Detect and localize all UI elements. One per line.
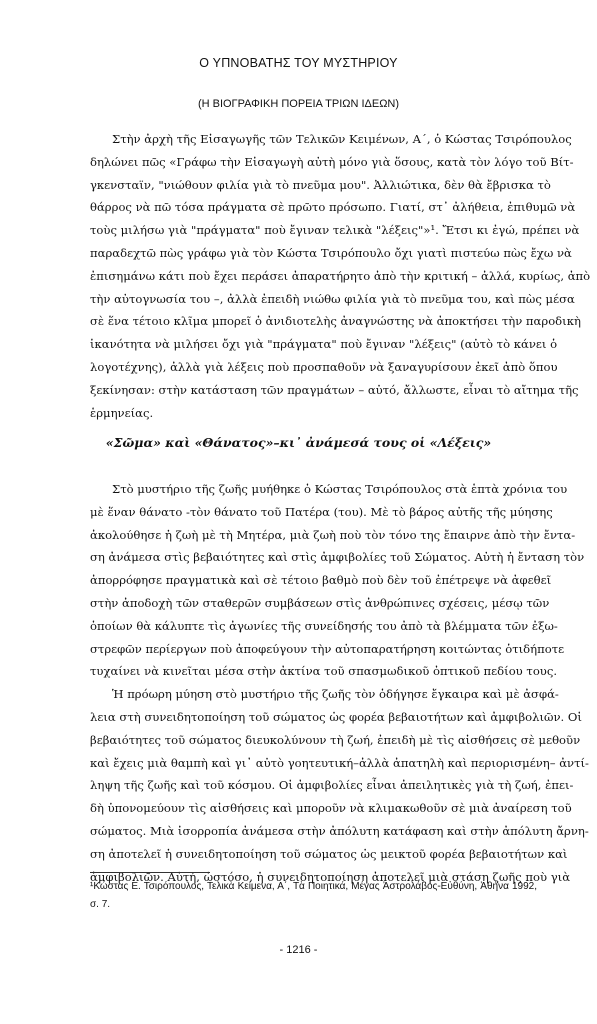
- section-heading: «Σῶμα» καὶ «Θάνατος»–κι᾿ ἀνάμεσά τους οἱ «Λέξεις»: [105, 435, 492, 450]
- text-line: λεια στὴ συνειδητοποίηση τοῦ σώματος ὡς φορέα βεβαιοτήτων καὶ ἀμφιβολιῶν. Οἱ: [90, 709, 582, 724]
- text-line: Στὴν ἀρχὴ τῆς Εἰσαγωγῆς τῶν Τελικῶν Κειμένων, Α΄, ὁ Κώστας Τσιρόπουλος: [112, 132, 572, 146]
- paragraph-body-2: [90, 683, 589, 888]
- text-line: καὶ ἔχεις μιὰ θαμπὴ καὶ γι᾿ αὐτὸ γοητευτική–ἀλλὰ ἀπατηλὴ καὶ περιορισμένη– ἀντί-: [90, 755, 589, 770]
- text-line: τυχαίνει νὰ κινεῖται μέσα στὴν ἀκτίνα τοῦ σπασμωδικοῦ ὀπτικοῦ πεδίου τους.: [90, 664, 558, 679]
- text-line: Ἡ πρόωρη μύηση στὸ μυστήριο τῆς ζωῆς τὸν ὁδήγησε ἔγκαιρα καὶ μὲ ἀσφά-: [112, 687, 559, 702]
- text-line: στρεφῶν περίεργων ποὺ ἀποφεύγουν τὴν αὐτοπαρατήρηση κοιτώντας ὁτιδήποτε: [90, 641, 565, 656]
- text-line: τοὺς μιλήσω γιὰ "πράγματα" ποὺ ἔγιναν τελικὰ "λέξεις"»¹. Ἔτσι κι ἐγώ, πρέπει νὰ: [90, 223, 580, 238]
- page-subtitle: (Η ΒΙΟΓΡΑΦΙΚΗ ΠΟΡΕΙΑ ΤΡΙΩΝ ΙΔΕΩΝ): [197, 98, 400, 110]
- text-line: ση ἀποτελεῖ ἡ συνειδητοποίηση τοῦ σώματος ὡς μεικτοῦ φορέα βεβαιοτήτων καὶ: [90, 846, 568, 861]
- text-line: ἀπορρόφησε πραγματικὰ καὶ σὲ τέτοιο βαθμὸ ποὺ δὲν τοῦ ἐπέτρεψε νὰ ἀφεθεῖ: [90, 573, 552, 588]
- footnote-divider: [90, 872, 210, 873]
- text-line: σώματος. Μιὰ ἰσορροπία ἀνάμεσα στὴν ἀπόλυτη κατάφαση καὶ στὴν ἀπόλυτη ἄρνη-: [90, 823, 589, 838]
- paragraph-body-1: [90, 478, 585, 683]
- text-line: ξεκίνησαν: στὴν κατάσταση τῶν πραγμάτων – αὐτό, ἄλλωστε, εἶναι τὸ αἴτημα τῆς: [90, 382, 579, 397]
- text-line: ὁποίων θὰ κάλυπτε τὶς ἀγωνίες τῆς συνείδησής του ἀπὸ τὰ βλέμματα τῶν ἐξω-: [90, 618, 558, 633]
- text-line: σ. 7.: [90, 899, 111, 910]
- text-line: ἑρμηνείας.: [90, 405, 154, 420]
- text-line: δηλώνει πῶς «Γράφω τὴν Εἰσαγωγὴ αὐτὴ μόνο γιὰ ὅσους, κατὰ τὸν λόγο τοῦ Βίτ-: [90, 154, 574, 169]
- text-line: ¹Κώστας Ε. Τσιρόπουλος, Τελικὰ Κείμενα, Α΄, Τὰ Ποιητικά, Μέγας Ἀστρολάβος-Εὐθύνη, Ἀθήνα 1992,: [90, 881, 537, 892]
- text-line: γκενσταϊν, "νιώθουν φιλία γιὰ τὸ πνεῦμα μου". Ἀλλιώτικα, δὲν θὰ ἔβρισκα τὸ: [90, 177, 551, 192]
- text-line: θάρρος νὰ πῶ τόσα πράγματα σὲ πρῶτο πρόσωπο. Γιατί, στ᾿ ἀλήθεια, ἐπιθυμῶ νὰ: [90, 200, 576, 215]
- text-line: ση ἀνάμεσα στὶς βεβαιότητες καὶ στὶς ἀμφιβολίες τοῦ Σώματος. Αὐτὴ ἡ ἔνταση τὸν: [90, 550, 585, 565]
- text-line: στὴν ἀποδοχὴ τῶν σταθερῶν συμβάσεων στὶς ἀνθρώπινες σχέσεις, μέσῳ τῶν: [90, 595, 550, 610]
- page-number: - 1216 -: [279, 944, 318, 956]
- text-line: Στὸ μυστήριο τῆς ζωῆς μυήθηκε ὁ Κώστας Τσιρόπουλος στὰ ἑπτὰ χρόνια του: [112, 482, 568, 496]
- paragraph-intro: [90, 128, 591, 424]
- page-title: Ο ΥΠΝΟΒΑΤΗΣ ΤΟΥ ΜΥΣΤΗΡΙΟΥ: [199, 56, 398, 70]
- text-line: ληψη τῆς ζωῆς καὶ τοῦ κόσμου. Οἱ ἀμφιβολίες εἶναι ἀπειλητικὲς γιὰ τὴ ζωή, ἐπει-: [90, 778, 574, 793]
- text-line: ἱκανότητα νὰ μιλήσει ὄχι γιὰ "πράγματα" ποὺ ἔγιναν "λέξεις" (αὐτὸ τὸ κάνει ὁ: [90, 337, 558, 352]
- text-line: βεβαιότητες τοῦ σώματος διευκολύνουν τὴ ζωή, ἐπειδὴ μὲ τὶς αἰσθήσεις σὲ μεθοῦν: [90, 732, 581, 747]
- text-line: ἀκολούθησε ἡ ζωὴ μὲ τὴ Μητέρα, μιὰ ζωὴ ποὺ τὸν τόνο της ἔπαιρνε ἀπὸ τὴν ἔντα-: [90, 527, 576, 542]
- text-line: παραδεχτῶ πὼς γράφω γιὰ τὸν Κώστα Τσιρόπουλο ὄχι γιατὶ πιστεύω πὼς ἔχω νὰ: [90, 245, 572, 260]
- text-line: σὲ ἕνα τέτοιο κλῖμα μπορεῖ ὁ ἀνιδιοτελὴς ἀναγνώστης νὰ ἀποκτήσει τὴν παροδικὴ: [90, 314, 581, 329]
- text-line: δὴ ὑπονομεύουν τὶς αἰσθήσεις καὶ μποροῦν νὰ κλιμακωθοῦν σὲ μιὰ ἀναίρεση τοῦ: [90, 801, 572, 816]
- text-line: ἐπισημάνω κάτι ποὺ ἔχει περάσει ἀπαρατήρητο ἀπὸ τὴν κριτική – ἀλλά, κυρίως, ἀπὸ: [90, 268, 591, 283]
- text-line: μὲ ἕναν θάνατο -τὸν θάνατο τοῦ Πατέρα (του). Μὲ τὸ βάρος αὐτῆς τῆς μύησης: [90, 504, 553, 519]
- footnote: [90, 878, 537, 914]
- text-line: λογοτέχνης), ἀλλὰ γιὰ λέξεις ποὺ προσπαθοῦν νὰ ξαναγυρίσουν ἐκεῖ ἀπὸ ὅπου: [90, 359, 558, 374]
- text-line: ἀμφιβολιῶν. Αὐτή, ὡστόσο, ἡ συνειδητοποίηση ἀποτελεῖ μιὰ στάση ζωῆς ποὺ γιὰ: [90, 869, 571, 884]
- text-line: τὴν αὐτογνωσία του –, ἀλλὰ ἐπειδὴ νιώθω φιλία γιὰ τὸ πνεῦμα του, καὶ πὼς μέσα: [90, 291, 575, 306]
